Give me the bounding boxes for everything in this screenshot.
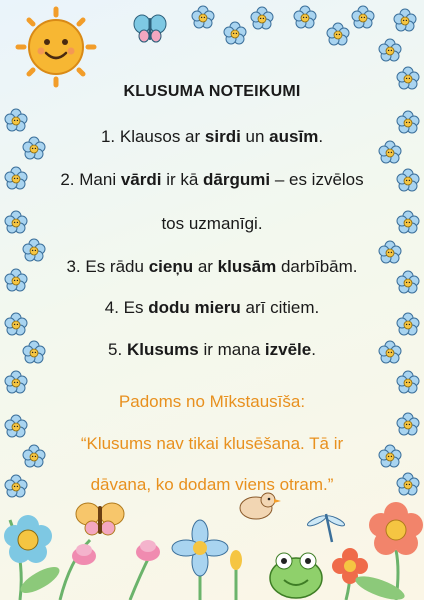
dragonfly-icon bbox=[306, 514, 345, 542]
butterfly-icon bbox=[134, 15, 166, 42]
rule-2-continued: tos uzmanīgi. bbox=[161, 214, 263, 233]
small-flower-icon bbox=[5, 6, 419, 497]
rule-2: 2. Mani vārdi ir kā dārgumi – es izvēlos bbox=[60, 170, 364, 189]
rule-3: 3. Es rādu cieņu ar klusām darbībām. bbox=[66, 257, 358, 276]
sun-icon bbox=[18, 9, 94, 85]
page-title: KLUSUMA NOTEIKUMI bbox=[123, 83, 301, 100]
garden-decoration bbox=[4, 493, 423, 600]
tip-quote-line-1: “Klusums nav tikai klusēšana. Tā ir bbox=[80, 434, 344, 453]
bird-icon bbox=[240, 493, 281, 519]
tip-heading: Padoms no Mīkstausīša: bbox=[118, 392, 306, 411]
rule-1: 1. Klausos ar sirdi un ausīm. bbox=[100, 127, 324, 146]
frog-icon bbox=[270, 553, 322, 598]
tip-quote-line-2: dāvana, ko dodam viens otram.” bbox=[90, 475, 334, 494]
butterfly-icon bbox=[76, 503, 124, 535]
red-flower-icon bbox=[369, 502, 423, 555]
rule-5: 5. Klusums ir mana izvēle. bbox=[108, 340, 316, 359]
rule-4: 4. Es dodu mieru arī citiem. bbox=[104, 298, 320, 317]
